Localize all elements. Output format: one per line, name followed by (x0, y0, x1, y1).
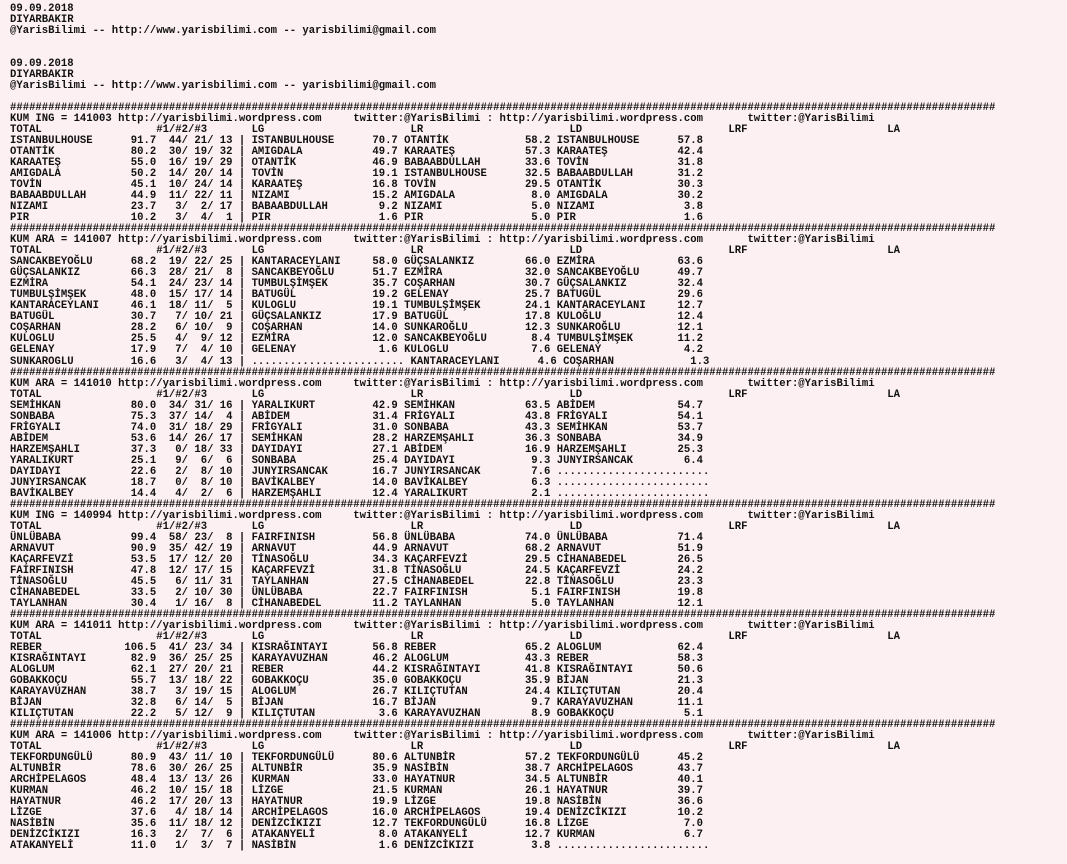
report-line: TAYLANHAN 30.4 1/ 16/ 8 | CİHANABEDEL 11.2 TAYLANHAN 5.0 TAYLANHAN 12.1 (10, 597, 703, 610)
report-line: BABAABDULLAH 44.9 11/ 22/ 11 | NIZAMI 15.2 AMIGDALA 8.0 AMIGDALA 30.2 (10, 190, 703, 203)
report-line: DIYARBAKIR (10, 14, 74, 27)
report-line: ARNAVUT 90.9 35/ 42/ 19 | ARNAVUT 44.9 ARNAVUT 68.2 ARNAVUT 51.9 (10, 542, 703, 555)
report-line: LİZGE 37.6 4/ 18/ 14 | ARCHİPELAGOS 16.0 ARCHİPELAGOS 19.4 DENİZCİKIZI 10.2 (10, 807, 703, 820)
report-line: @YarisBilimi -- http://www.yarisbilimi.com -- yarisbilimi@gmail.com (10, 25, 436, 38)
report-line: BATUGÜL 30.7 7/ 10/ 21 | GÜÇSALANKIZ 17.9 BATUGÜL 17.8 KULOĞLU 12.4 (10, 311, 703, 324)
report-line: SONBABA 75.3 37/ 14/ 4 | ABİDEM 31.4 FRİGYALI 43.8 FRİGYALI 54.1 (10, 410, 703, 423)
report-line: GOBAKKOÇU 55.7 13/ 18/ 22 | GOBAKKOÇU 35.0 GOBAKKOÇU 35.9 BİJAN 21.3 (10, 674, 703, 687)
report-line: ALOGLUM 62.1 27/ 20/ 21 | REBER 44.2 KISRAĞINTAYI 41.8 KISRAĞINTAYI 50.6 (10, 663, 703, 676)
report-line: ########################################################################################################################################################### (10, 608, 996, 621)
report-line (10, 37, 995, 48)
report-line: KARAYAVUZHAN 38.7 3/ 19/ 15 | ALOGLUM 26.7 KILIÇTUTAN 24.4 KILIÇTUTAN 20.4 (10, 685, 703, 698)
report-line: TOTAL #1/#2/#3 LG LR LD LRF LA (10, 630, 901, 643)
report-line: COŞARHAN 28.2 6/ 10/ 9 | COŞARHAN 14.0 SUNKAROĞLU 12.3 SUNKAROĞLU 12.1 (10, 322, 703, 335)
report-line: KURMAN 46.2 10/ 15/ 18 | LİZGE 21.5 KURMAN 26.1 HAYATNUR 39.7 (10, 785, 703, 798)
report-line: KUM ARA = 141006 http://yarisbilimi.wordpress.com twitter:@YarisBilimi : http://yarisbilimi.wordpress.com twitter:@YarisBilimi (10, 730, 875, 743)
report-line: BİJAN 32.8 6/ 14/ 5 | BİJAN 16.7 BİJAN 9.7 KARAYAVUZHAN 11.1 (10, 696, 703, 709)
report-line: ########################################################################################################################################################### (10, 102, 996, 115)
report-line: KILIÇTUTAN 22.2 5/ 12/ 9 | KILIÇTUTAN 3.6 KARAYAVUZHAN 8.9 GOBAKKOÇU 5.1 (10, 708, 703, 720)
report-line: KUM ARA = 141010 http://yarisbilimi.wordpress.com twitter:@YarisBilimi : http://yarisbilimi.wordpress.com twitter:@YarisBilimi (10, 377, 875, 390)
report-line: ########################################################################################################################################################### (10, 719, 996, 732)
report-line: TOTAL #1/#2/#3 LG LR LD LRF LA (10, 741, 901, 754)
report-line: EZMİRA 54.1 24/ 23/ 14 | TUMBULŞİMŞEK 35.7 COŞARHAN 30.7 GÜÇSALANKIZ 32.4 (10, 278, 703, 291)
report-line: ALTUNBİR 78.6 30/ 26/ 25 | ALTUNBİR 35.9 NASİBİN 38.7 ARCHİPELAGOS 43.7 (10, 763, 703, 776)
report-line: TUMBULŞİMŞEK 48.0 15/ 17/ 14 | BATUGÜL 19.2 GELENAY 25.7 BATUGÜL 29.6 (10, 289, 703, 302)
report-line: KUM ARA = 141007 http://yarisbilimi.wordpress.com twitter:@YarisBilimi : http://yarisbilimi.wordpress.com twitter:@YarisBilimi (10, 234, 875, 247)
report-line: 09.09.2018 (10, 3, 74, 15)
report-line: KUM ING = 140994 http://yarisbilimi.wordpress.com twitter:@YarisBilimi : http://yarisbilimi.wordpress.com twitter:@YarisBilimi (10, 509, 875, 522)
report-line: KANTARACEYLANI 46.1 18/ 11/ 5 | KULOGLU 19.1 TUMBULŞİMŞEK 24.1 KANTARACEYLANI 12.7 (10, 300, 703, 313)
report-line: TOVİN 45.1 10/ 24/ 14 | KARAATEŞ 16.8 TOVİN 29.5 OTANTİK 30.3 (10, 179, 703, 192)
report-line: TEKFORDUNGÜLÜ 80.9 43/ 11/ 10 | TEKFORDUNGÜLÜ 80.6 ALTUNBİR 57.2 TEKFORDUNGÜLÜ 45.2 (10, 752, 703, 765)
report-line: ÜNLÜBABA 99.4 58/ 23/ 8 | FAIRFINISH 56.8 ÜNLÜBABA 74.0 ÜNLÜBABA 71.4 (10, 531, 703, 544)
report-line: ATAKANYELİ 11.0 1/ 3/ 7 | NASİBİN 1.6 DENİZCİKIZI 3.8 ........................ (10, 840, 710, 853)
report-line: AMIGDALA 50.2 14/ 20/ 14 | TOVİN 19.1 ISTANBULHOUSE 32.5 BABAABDULLAH 31.2 (10, 168, 703, 181)
report-line: PIR 10.2 3/ 4/ 1 | PIR 1.6 PIR 5.0 PIR 1.6 (10, 212, 703, 225)
report-line: DENİZCİKIZI 16.3 2/ 7/ 6 | ATAKANYELİ 8.0 ATAKANYELİ 12.7 KURMAN 6.7 (10, 829, 703, 842)
report-line: SANCAKBEYOĞLU 68.2 19/ 22/ 25 | KANTARACEYLANI 58.0 GÜÇSALANKIZ 66.0 EZMİRA 63.6 (10, 256, 703, 269)
report-line: TOTAL #1/#2/#3 LG LR LD LRF LA (10, 520, 901, 533)
report-line: ISTANBULHOUSE 91.7 44/ 21/ 13 | ISTANBULHOUSE 70.7 OTANTİK 58.2 ISTANBULHOUSE 57.8 (10, 135, 703, 148)
race-report-document (10, 4, 995, 852)
report-line: ########################################################################################################################################################### (10, 223, 996, 236)
report-line: OTANTİK 80.2 30/ 19/ 32 | AMIGDALA 49.7 KARAATEŞ 57.3 KARAATEŞ 42.4 (10, 146, 703, 159)
report-line: ########################################################################################################################################################### (10, 366, 996, 379)
report-line: 09.09.2018 (10, 58, 74, 71)
report-line: FRİGYALI 74.0 31/ 18/ 29 | FRİGYALI 31.0 SONBABA 43.3 SEMİHKAN 53.7 (10, 421, 703, 434)
report-line: ABİDEM 53.6 14/ 26/ 17 | SEMİHKAN 28.2 HARZEMŞAHLI 36.3 SONBABA 34.9 (10, 432, 703, 445)
report-line: KULOGLU 25.5 4/ 9/ 12 | EZMİRA 12.0 SANCAKBEYOĞLU 8.4 TUMBULŞİMŞEK 11.2 (10, 333, 703, 346)
report-line: TİNASOĞLU 45.5 6/ 11/ 31 | TAYLANHAN 27.5 CİHANABEDEL 22.8 TİNASOĞLU 23.3 (10, 575, 703, 588)
report-line: KAÇARFEVZİ 53.5 17/ 12/ 20 | TİNASOĞLU 34.3 KAÇARFEVZİ 29.5 CİHANABEDEL 26.5 (10, 553, 703, 566)
report-line: KISRAĞINTAYI 82.9 36/ 25/ 25 | KARAYAVUZHAN 46.2 ALOGLUM 43.3 REBER 58.3 (10, 652, 703, 665)
report-line: KUM ING = 141003 http://yarisbilimi.wordpress.com twitter:@YarisBilimi : http://yarisbilimi.wordpress.com twitter:@YarisBilimi (10, 113, 875, 126)
report-line: TOTAL #1/#2/#3 LG LR LD LRF LA (10, 245, 901, 258)
report-line: CİHANABEDEL 33.5 2/ 10/ 30 | ÜNLÜBABA 22.7 FAIRFINISH 5.1 FAIRFINISH 19.8 (10, 586, 703, 599)
report-line: SEMİHKAN 80.0 34/ 31/ 16 | YARALIKURT 42.9 SEMİHKAN 63.5 ABİDEM 54.7 (10, 399, 703, 412)
report-line: HARZEMŞAHLI 37.3 0/ 18/ 33 | DAYIDAYI 27.1 ABİDEM 16.9 HARZEMŞAHLI 25.3 (10, 443, 703, 456)
report-line (10, 48, 995, 59)
report-line: DIYARBAKIR (10, 69, 74, 82)
report-line: ########################################################################################################################################################### (10, 498, 996, 511)
report-line: GÜÇSALANKIZ 66.3 28/ 21/ 8 | SANCAKBEYOĞLU 51.7 EZMİRA 32.0 SANCAKBEYOĞLU 49.7 (10, 267, 703, 280)
report-line: TOTAL #1/#2/#3 LG LR LD LRF LA (10, 388, 901, 401)
report-line: BAVİKALBEY 14.4 4/ 2/ 6 | HARZEMŞAHLI 12.4 YARALIKURT 2.1 ........................ (10, 487, 710, 500)
report-line: DAYIDAYI 22.6 2/ 8/ 10 | JUNYIRSANCAK 16.7 JUNYIRSANCAK 7.6 ........................ (10, 465, 710, 478)
report-line: NIZAMI 23.7 3/ 2/ 17 | BABAABDULLAH 9.2 NIZAMI 5.0 NIZAMI 3.8 (10, 201, 703, 214)
report-line: NASİBİN 35.6 11/ 18/ 12 | DENİZCİKIZI 12.7 TEKFORDUNGÜLÜ 16.8 LİZGE 7.0 (10, 818, 703, 831)
report-line: ARCHİPELAGOS 48.4 13/ 13/ 26 | KURMAN 33.0 HAYATNUR 34.5 ALTUNBİR 40.1 (10, 774, 703, 787)
report-line: KUM ARA = 141011 http://yarisbilimi.wordpress.com twitter:@YarisBilimi : http://yarisbilimi.wordpress.com twitter:@YarisBilimi (10, 619, 875, 632)
report-line: GELENAY 17.9 7/ 4/ 10 | GELENAY 1.6 KULOGLU 7.6 GELENAY 4.2 (10, 344, 703, 357)
report-line: TOTAL #1/#2/#3 LG LR LD LRF LA (10, 124, 901, 137)
report-line: KARAATEŞ 55.0 16/ 19/ 29 | OTANTİK 46.9 BABAABDULLAH 33.6 TOVİN 31.8 (10, 157, 703, 170)
report-line: HAYATNUR 46.2 17/ 20/ 13 | HAYATNUR 19.9 LİZGE 19.8 NASİBİN 36.6 (10, 796, 703, 809)
report-line: YARALIKURT 25.1 9/ 6/ 6 | SONBABA 25.4 DAYIDAYI 9.3 JUNYIRSANCAK 6.4 (10, 454, 703, 467)
report-line: JUNYIRSANCAK 18.7 0/ 8/ 10 | BAVİKALBEY 14.0 BAVİKALBEY 6.3 ........................ (10, 476, 710, 489)
report-line: FAIRFINISH 47.8 12/ 17/ 15 | KAÇARFEVZİ 31.8 TİNASOĞLU 24.5 KAÇARFEVZİ 24.2 (10, 564, 703, 577)
report-line: REBER 106.5 41/ 23/ 34 | KISRAĞINTAYI 56.8 REBER 65.2 ALOGLUM 62.4 (10, 641, 703, 654)
report-line: SUNKAROGLU 16.6 3/ 4/ 13 | ........................ KANTARACEYLANI 4.6 COŞARHAN 1.3 (10, 355, 710, 368)
report-line: @YarisBilimi -- http://www.yarisbilimi.com -- yarisbilimi@gmail.com (10, 80, 436, 93)
